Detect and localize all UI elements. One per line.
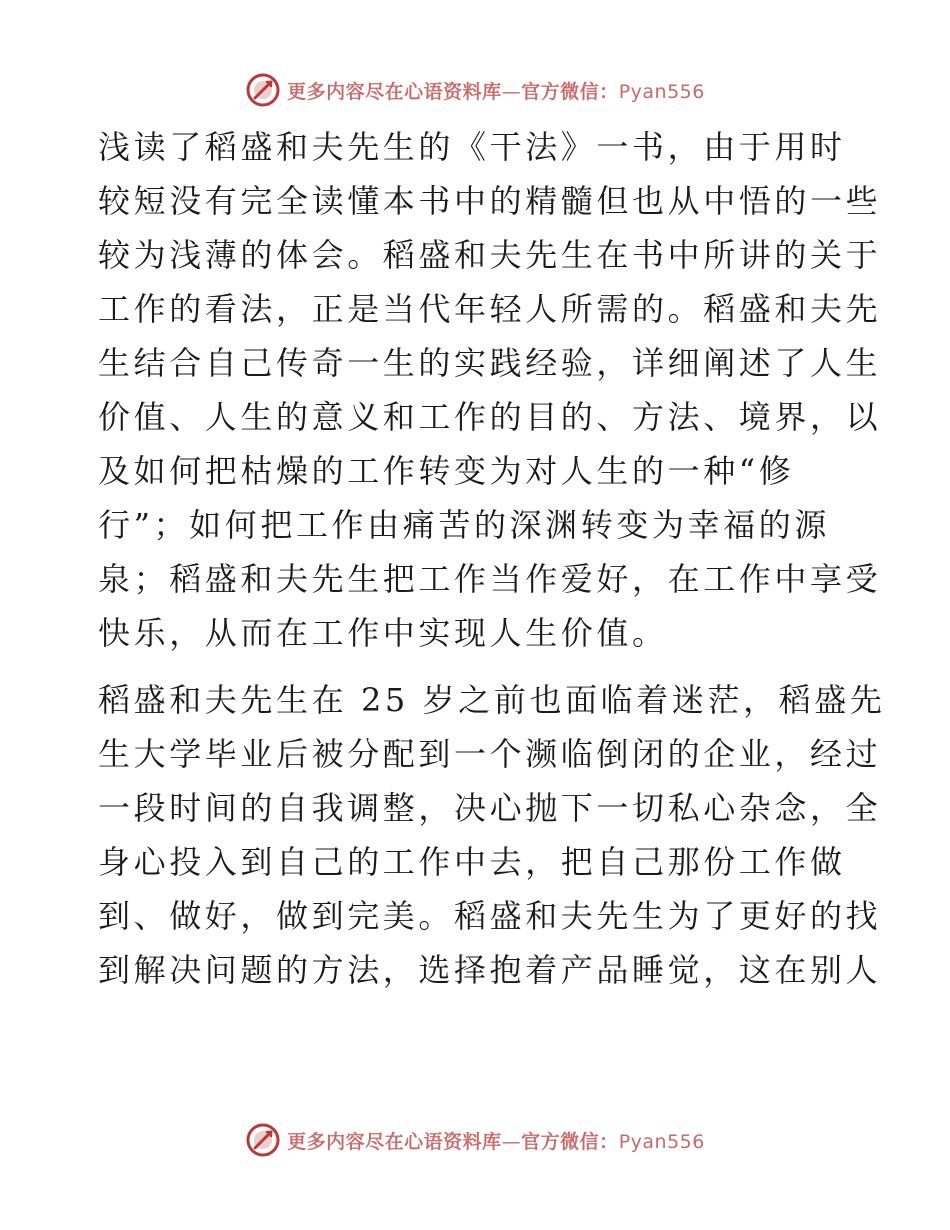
- text-line: 浅读了稻盛和夫先生的《干法》一书，由于用时: [98, 128, 846, 166]
- text-line: 快乐，从而在工作中实现人生价值。: [98, 614, 668, 652]
- banner-separator: —: [501, 80, 522, 103]
- banner-wechat-label: 官方微信：: [521, 1130, 619, 1153]
- text-line: 生大学毕业后被分配到一个濒临倒闭的企业，经过: [98, 735, 882, 773]
- paragraph-1: [98, 120, 882, 660]
- text-line: 行”；如何把工作由痛苦的深渊转变为幸福的源: [98, 506, 830, 544]
- banner-site-name: 更多内容尽在心语资料库: [287, 1130, 502, 1153]
- text-line: 较为浅薄的体会。稻盛和夫先生在书中所讲的关于: [98, 236, 882, 274]
- text-line: 较短没有完全读懂本书中的精髓但也从中悟的一些: [98, 182, 882, 220]
- text-line: 到解决问题的方法，选择抱着产品睡觉，这在别人: [98, 951, 882, 989]
- banner-wechat-id: Pyan556: [618, 80, 705, 103]
- banner-wechat-label: 官方微信：: [521, 80, 619, 103]
- text-line: 价值、人生的意义和工作的目的、方法、境界，以: [98, 398, 882, 436]
- text-line: 到、做好，做到完美。稻盛和夫先生为了更好的找: [98, 897, 882, 935]
- footer-banner: [0, 1120, 950, 1160]
- document-body: [98, 120, 886, 997]
- text-line: 稻盛和夫先生在 25 岁之前也面临着迷茫，稻盛先: [98, 681, 886, 719]
- text-line: 一段时间的自我调整，决心抛下一切私心杂念，全: [98, 789, 882, 827]
- seal-logo-icon: [245, 72, 281, 108]
- paragraph-2: [98, 673, 886, 997]
- text-line: 及如何把枯燥的工作转变为对人生的一种“修: [98, 452, 795, 490]
- banner-wechat-id: Pyan556: [618, 1130, 705, 1153]
- seal-logo-icon: [245, 1122, 281, 1158]
- text-line: 工作的看法，正是当代年轻人所需的。稻盛和夫先: [98, 290, 882, 328]
- banner-separator: —: [501, 1130, 522, 1153]
- text-line: 泉；稻盛和夫先生把工作当作爱好，在工作中享受: [98, 560, 882, 598]
- text-line: 生结合自己传奇一生的实践经验，详细阐述了人生: [98, 344, 882, 382]
- banner-site-name: 更多内容尽在心语资料库: [287, 80, 502, 103]
- banner-text: [287, 1127, 705, 1154]
- banner-text: [287, 77, 705, 104]
- text-line: 身心投入到自己的工作中去，把自己那份工作做: [98, 843, 846, 881]
- header-banner: [0, 70, 950, 110]
